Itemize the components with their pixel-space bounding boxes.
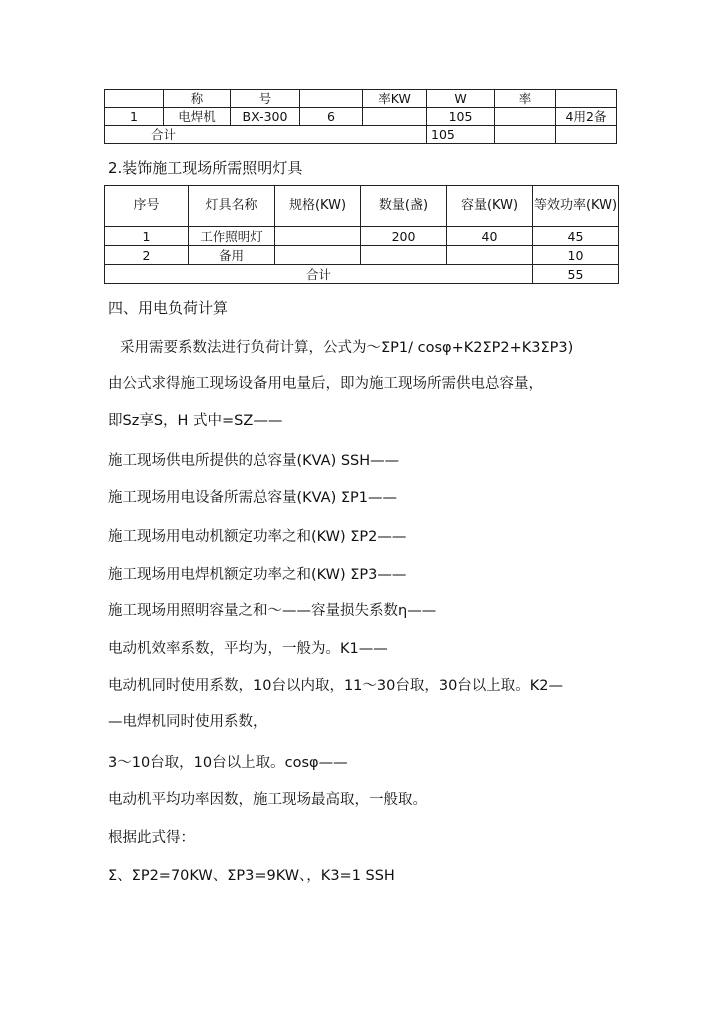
table-cell (495, 108, 556, 126)
paragraph-line: 施工现场用电焊机额定功率之和(KW) ΣP3—— (108, 567, 407, 583)
paragraph-line: 由公式求得施工现场设备用电量后，即为施工现场所需供电总容量， (108, 376, 543, 392)
table-total-row (105, 126, 617, 144)
paragraph-line: 施工现场用照明容量之和～——容量损失系数η—— (108, 603, 437, 619)
table-cell: 号 (231, 90, 300, 108)
section-title: 四、用电负荷计算 (108, 299, 229, 317)
table-cell: 备用 (189, 246, 275, 265)
table-cell: 45 (533, 227, 619, 246)
table-cell (495, 126, 556, 144)
table-cell (447, 246, 533, 265)
paragraph-line: 采用需要系数法进行负荷计算，公式为～ΣP1/ cosφ+K2ΣP2+K3ΣP3) (120, 340, 574, 356)
paragraph-line: 电动机同时使用系数，10台以内取，11～30台取，30台以上取。K2— (108, 678, 564, 694)
table-cell: 6 (300, 108, 363, 126)
table-cell: 1 (105, 108, 164, 126)
paragraph-line: 施工现场供电所提供的总容量(KVA) SSH—— (108, 453, 400, 469)
table-cell: 率KW (363, 90, 427, 108)
column-header: 等效功率(KW) (533, 186, 619, 227)
table-cell: W (427, 90, 495, 108)
table-cell (275, 227, 361, 246)
table-cell (363, 108, 427, 126)
table-cell: 200 (361, 227, 447, 246)
paragraph-line: 施工现场用电设备所需总容量(KVA) ΣP1—— (108, 490, 397, 506)
table-cell: 40 (447, 227, 533, 246)
column-header: 容量(KW) (447, 186, 533, 227)
table-cell: 工作照明灯 (189, 227, 275, 246)
total-value: 105 (427, 126, 495, 144)
table-cell: 4用2备 (556, 108, 617, 126)
total-label: 合计 (105, 126, 427, 144)
column-header: 序号 (105, 186, 189, 227)
paragraph-line: —电焊机同时使用系数， (108, 714, 268, 730)
table-row (105, 246, 619, 265)
table-row (105, 108, 617, 126)
column-header: 规格(KW) (275, 186, 361, 227)
total-value: 55 (533, 265, 619, 284)
column-header: 数量(盏) (361, 186, 447, 227)
table-cell: 称 (164, 90, 231, 108)
section-title: 2.装饰施工现场所需照明灯具 (108, 159, 303, 177)
welder-table (104, 89, 617, 144)
table-row (105, 90, 617, 108)
table-row (105, 227, 619, 246)
column-header: 灯具名称 (189, 186, 275, 227)
table-cell (361, 246, 447, 265)
table-cell (275, 246, 361, 265)
table-cell: BX-300 (231, 108, 300, 126)
paragraph-line: 即Sz享S，H 式中=SZ—— (108, 413, 283, 429)
paragraph-line: 施工现场用电动机额定功率之和(KW) ΣP2—— (108, 529, 407, 545)
table-header-row (105, 186, 619, 227)
total-label: 合计 (105, 265, 533, 284)
paragraph-line: 根据此式得： (108, 830, 195, 846)
table-cell: 电焊机 (164, 108, 231, 126)
table-cell (556, 90, 617, 108)
table-cell: 105 (427, 108, 495, 126)
paragraph-line: 电动机效率系数，平均为，一般为。K1—— (108, 641, 388, 657)
table-cell (300, 90, 363, 108)
table-cell (105, 90, 164, 108)
table-cell: 2 (105, 246, 189, 265)
paragraph-line: Σ、ΣP2=70KW、ΣP3=9KW、，K3=1 SSH (108, 868, 395, 884)
paragraph-line: 电动机平均功率因数，施工现场最高取，一般取。 (108, 792, 427, 808)
table-cell: 10 (533, 246, 619, 265)
table-cell (556, 126, 617, 144)
table-cell: 1 (105, 227, 189, 246)
paragraph-line: 3～10台取，10台以上取。cosφ—— (108, 755, 348, 771)
lighting-table (104, 185, 619, 284)
table-cell: 率 (495, 90, 556, 108)
table-total-row (105, 265, 619, 284)
